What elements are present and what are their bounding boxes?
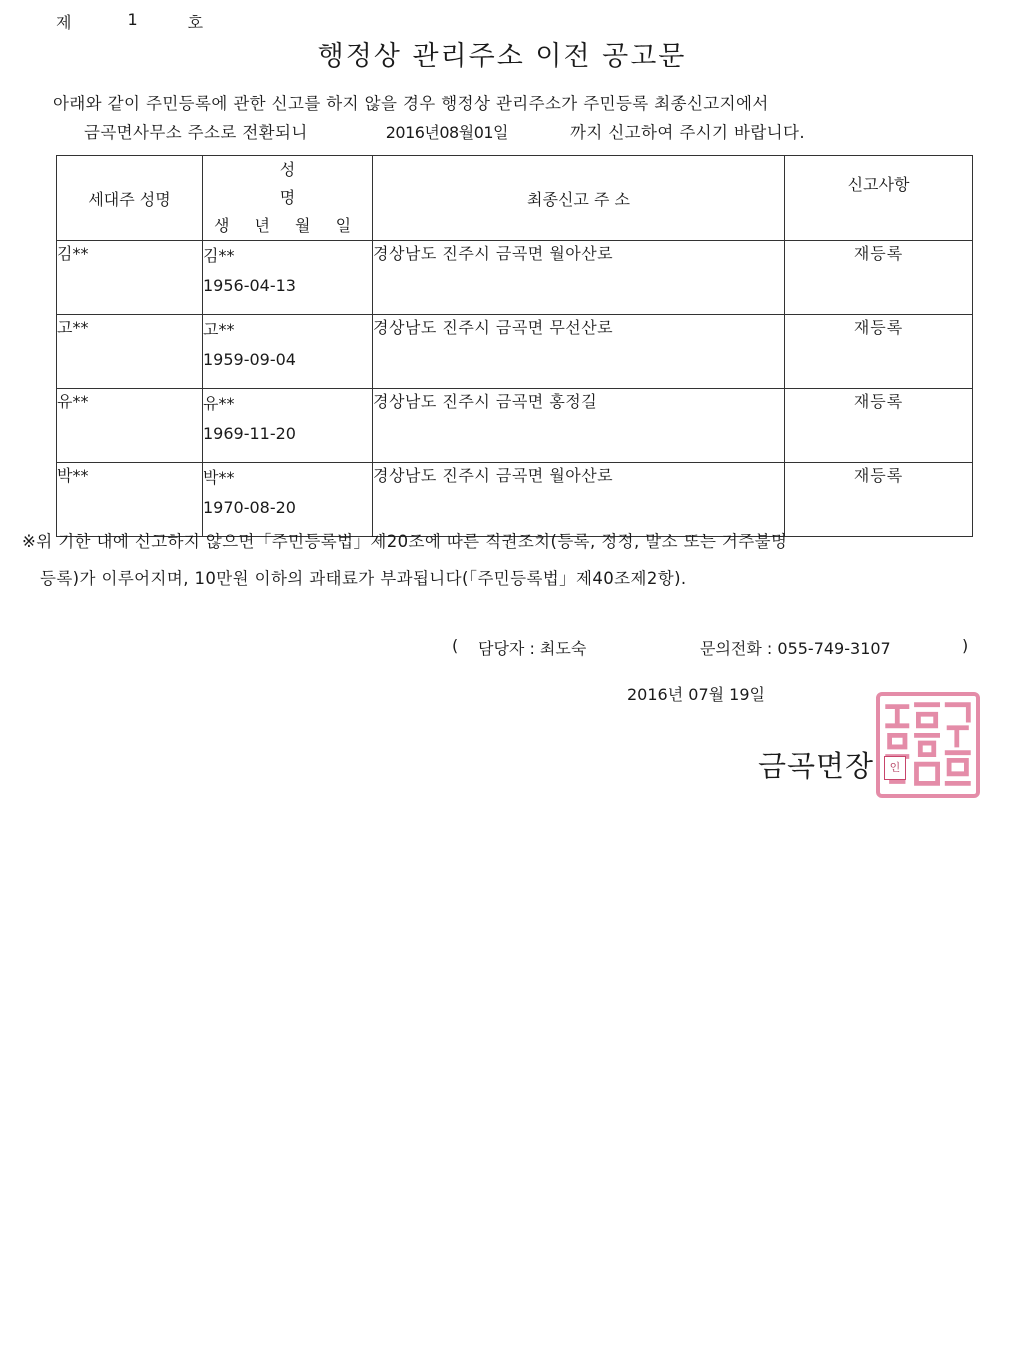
- intro-line-2-start: 금곡면사무소 주소로 전환되니: [84, 123, 308, 142]
- report-cell: 재등록: [785, 463, 973, 537]
- name-birth-cell: [203, 241, 373, 315]
- table-row: [57, 389, 973, 463]
- contact-phone: 문의전화 : 055-749-3107: [700, 639, 891, 658]
- table-row: [57, 241, 973, 315]
- document-number: [56, 10, 203, 33]
- name-birth-cell: [203, 315, 373, 389]
- official-seal-stamp: [876, 692, 980, 798]
- doc-number-prefix: 제: [56, 13, 72, 32]
- contact-close-paren: ): [962, 636, 969, 655]
- address-cell: 경상남도 진주시 금곡면 월아산로: [373, 463, 785, 537]
- registrant-table: [56, 155, 973, 537]
- table-row: [57, 463, 973, 537]
- householder-cell: 고**: [57, 315, 203, 389]
- doc-number-suffix: 호: [187, 13, 204, 32]
- page-title: 행정상 관리주소 이전 공고문: [317, 41, 687, 72]
- intro-line-2: [84, 119, 805, 143]
- contact-person: 담당자 : 최도숙: [478, 639, 587, 658]
- person-name: 유**: [203, 394, 235, 413]
- table-header-row: [57, 156, 973, 241]
- person-name: 김**: [203, 246, 235, 265]
- address-cell: 경상남도 진주시 금곡면 홍정길: [373, 389, 785, 463]
- name-birth-cell: [203, 463, 373, 537]
- intro-line-2-end: 까지 신고하여 주시기 바랍니다.: [570, 123, 806, 142]
- header-name-birth: [203, 156, 373, 241]
- notice-line-1: ※위 기한 내에 신고하지 않으면「주민등록법」제20조에 따른 직권조치(등록, 정정, 말소 또는 거주불명: [22, 532, 788, 551]
- header-report: 신고사항: [785, 156, 973, 241]
- header-birth: 생 년 월 일: [213, 216, 362, 235]
- issue-date: 2016년 07월 19일: [627, 685, 765, 704]
- header-name: 성 명: [279, 160, 348, 207]
- deadline-date: 2016년08월01일: [385, 123, 509, 142]
- issuer-title: 금곡면장: [758, 749, 875, 783]
- person-name: 고**: [203, 320, 235, 339]
- address-cell: 경상남도 진주시 금곡면 월아산로: [373, 241, 785, 315]
- address-cell: 경상남도 진주시 금곡면 무선산로: [373, 315, 785, 389]
- header-address: 최종신고 주 소: [373, 156, 785, 241]
- name-birth-cell: [203, 389, 373, 463]
- person-name: 박**: [203, 468, 235, 487]
- report-cell: 재등록: [785, 389, 973, 463]
- birth-date: 1959-09-04: [203, 350, 296, 369]
- birth-date: 1970-08-20: [203, 498, 296, 517]
- contact-open-paren: (: [452, 636, 459, 655]
- householder-cell: 박**: [57, 463, 203, 537]
- header-householder: 세대주 성명: [57, 156, 203, 241]
- report-cell: 재등록: [785, 315, 973, 389]
- birth-date: 1969-11-20: [203, 424, 296, 443]
- birth-date: 1956-04-13: [203, 276, 296, 295]
- table-row: [57, 315, 973, 389]
- notice-line-2: 등록)가 이루어지며, 10만원 이하의 과태료가 부과됩니다(「주민등록법」제40조제2항).: [40, 569, 687, 588]
- report-cell: 재등록: [785, 241, 973, 315]
- intro-line-1: 아래와 같이 주민등록에 관한 신고를 하지 않을 경우 행정상 관리주소가 주민등록 최종신고지에서: [53, 94, 769, 113]
- doc-number-value: 1: [127, 10, 138, 29]
- householder-cell: 유**: [57, 389, 203, 463]
- seal-mark-box: 인: [884, 756, 906, 780]
- householder-cell: 김**: [57, 241, 203, 315]
